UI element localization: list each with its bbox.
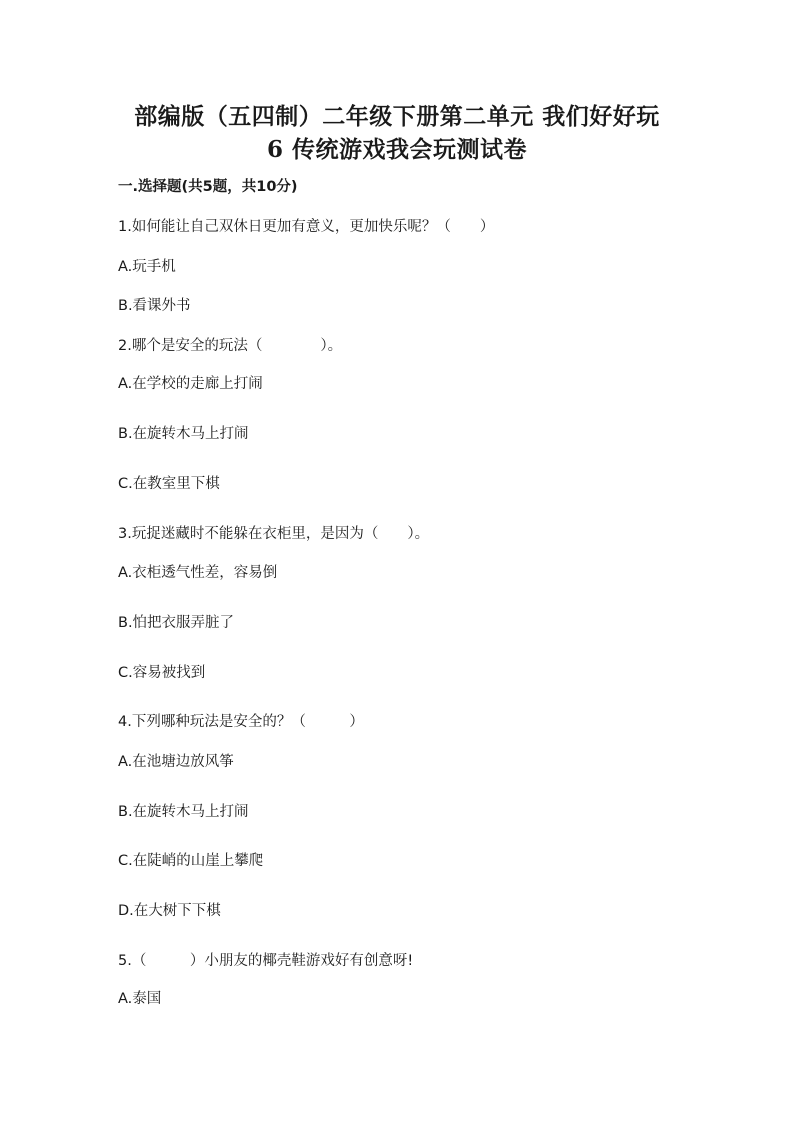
question-4-option-d: D.在大树下下棋 [118, 903, 221, 919]
question-2-stem: 2.哪个是安全的玩法（ ）。 [118, 338, 343, 354]
question-4-option-c: C.在陡峭的山崖上攀爬 [118, 853, 264, 869]
question-1-option-a: A.玩手机 [118, 259, 176, 275]
question-3-stem: 3.玩捉迷藏时不能躲在衣柜里，是因为（ ）。 [118, 526, 430, 542]
document-title-line2: 6 传统游戏我会玩测试卷 [266, 136, 527, 163]
question-5-option-a: A.泰国 [118, 991, 162, 1007]
question-2-option-c: C.在教室里下棋 [118, 476, 220, 492]
document-title-line1: 部编版（五四制）二年级下册第二单元 我们好好玩 [134, 103, 660, 130]
question-3-option-a: A.衣柜透气性差，容易倒 [118, 565, 278, 581]
question-1-option-b: B.看课外书 [118, 298, 191, 314]
question-2-option-a: A.在学校的走廊上打闹 [118, 376, 263, 392]
section-heading: 一.选择题(共5题，共10分) [118, 179, 298, 195]
question-4-option-a: A.在池塘边放风筝 [118, 754, 234, 770]
question-2-option-b: B.在旋转木马上打闹 [118, 426, 249, 442]
question-3-option-b: B.怕把衣服弄脏了 [118, 615, 235, 631]
question-3-option-c: C.容易被找到 [118, 665, 206, 681]
question-4-option-b: B.在旋转木马上打闹 [118, 804, 249, 820]
question-4-stem: 4.下列哪种玩法是安全的？（ ） [118, 714, 364, 730]
question-1-stem: 1.如何能让自己双休日更加有意义，更加快乐呢？（ ） [118, 219, 495, 235]
question-5-stem: 5.（ ）小朋友的椰壳鞋游戏好有创意呀! [118, 953, 414, 969]
